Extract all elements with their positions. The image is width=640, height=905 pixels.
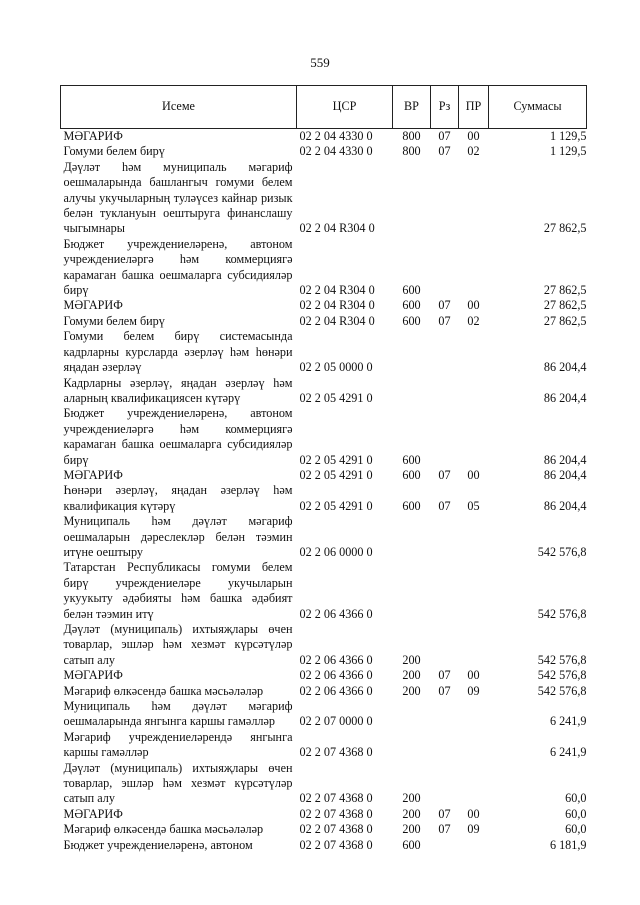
cell-sum: 86 204,4 bbox=[543, 452, 587, 467]
cell-pr bbox=[459, 514, 489, 560]
table-row bbox=[61, 730, 587, 761]
cell-csr: 02 2 07 4368 0 bbox=[299, 745, 373, 760]
cell-rz bbox=[431, 560, 459, 622]
cell-name: Муниципаль һәм дәүләт мәгариф оешмаларында янгынга каршы гамәлләр bbox=[63, 699, 293, 729]
cell-rz: 07 bbox=[438, 144, 451, 159]
cell-sum: 542 576,8 bbox=[537, 668, 587, 683]
cell-name: Мәгариф өлкәсендә башка мәсьәләләр bbox=[63, 822, 264, 837]
cell-name: Мәгариф учреждениеләрендә янгынга каршы гамәлләр bbox=[63, 729, 293, 760]
cell-sum: 27 862,5 bbox=[543, 221, 587, 236]
cell-rz bbox=[431, 622, 459, 668]
cell-sum: 60,0 bbox=[565, 791, 587, 806]
cell-name: МӘГАРИФ bbox=[63, 668, 123, 683]
cell-vr: 200 bbox=[402, 668, 421, 683]
cell-rz bbox=[431, 514, 459, 560]
table-row bbox=[61, 838, 587, 853]
cell-vr: 600 bbox=[402, 498, 421, 513]
cell-sum: 542 576,8 bbox=[537, 683, 587, 698]
cell-csr: 02 2 05 4291 0 bbox=[299, 498, 373, 513]
table-header bbox=[61, 86, 587, 129]
table-row bbox=[61, 514, 587, 560]
cell-vr bbox=[393, 329, 431, 375]
cell-name: Татарстан Республикасы гомуми белем бирү учреждениеләре укучыларын укуукыту әдәбияты һәм башка әдәбият белән тәэмин итү bbox=[63, 560, 293, 621]
cell-rz: 07 bbox=[438, 806, 451, 821]
cell-pr bbox=[459, 237, 489, 299]
cell-sum: 542 576,8 bbox=[537, 544, 587, 559]
table-row bbox=[61, 376, 587, 407]
cell-name: Һөнәри әзерләү, яңадан әзерләү һәм квалификация күтәрү bbox=[63, 483, 293, 513]
budget-table bbox=[60, 85, 587, 853]
cell-vr: 800 bbox=[402, 144, 421, 159]
cell-sum: 542 576,8 bbox=[537, 652, 587, 667]
cell-csr: 02 2 05 4291 0 bbox=[299, 467, 373, 482]
cell-rz: 07 bbox=[438, 313, 451, 328]
cell-csr: 02 2 04 R304 0 bbox=[299, 283, 375, 298]
cell-name: Гомуми белем бирү bbox=[63, 144, 165, 159]
cell-sum: 1 129,5 bbox=[549, 129, 587, 143]
cell-csr: 02 2 04 R304 0 bbox=[299, 298, 375, 313]
cell-name: Муниципаль һәм дәүләт мәгариф оешмаларын дәреслекләр белән тәэмин итүне оештыру bbox=[63, 514, 293, 559]
cell-csr: 02 2 07 4368 0 bbox=[299, 837, 373, 852]
cell-sum: 86 204,4 bbox=[543, 360, 587, 375]
cell-pr bbox=[459, 761, 489, 807]
cell-vr: 200 bbox=[402, 652, 421, 667]
cell-sum: 86 204,4 bbox=[543, 467, 587, 482]
table-row bbox=[61, 129, 587, 145]
cell-rz: 07 bbox=[438, 822, 451, 837]
table-row bbox=[61, 668, 587, 683]
cell-name: МӘГАРИФ bbox=[63, 129, 123, 143]
cell-vr bbox=[393, 160, 431, 237]
cell-pr bbox=[459, 160, 489, 237]
cell-rz bbox=[431, 160, 459, 237]
cell-rz bbox=[431, 761, 459, 807]
table-row bbox=[61, 761, 587, 807]
cell-pr bbox=[459, 329, 489, 375]
table-row bbox=[61, 468, 587, 483]
cell-vr bbox=[393, 560, 431, 622]
cell-rz bbox=[431, 699, 459, 730]
table-row bbox=[61, 560, 587, 622]
table-row bbox=[61, 329, 587, 375]
cell-vr bbox=[393, 730, 431, 761]
table-row bbox=[61, 483, 587, 514]
cell-pr bbox=[459, 838, 489, 853]
cell-vr: 200 bbox=[402, 822, 421, 837]
cell-rz: 07 bbox=[438, 683, 451, 698]
cell-csr: 02 2 04 R304 0 bbox=[299, 221, 375, 236]
cell-pr bbox=[459, 406, 489, 468]
cell-sum: 86 204,4 bbox=[543, 390, 587, 405]
cell-rz bbox=[431, 237, 459, 299]
cell-rz bbox=[431, 329, 459, 375]
cell-vr: 600 bbox=[402, 313, 421, 328]
cell-vr: 600 bbox=[402, 298, 421, 313]
table-row bbox=[61, 160, 587, 237]
table-row bbox=[61, 699, 587, 730]
cell-sum: 86 204,4 bbox=[543, 498, 587, 513]
cell-rz: 07 bbox=[438, 129, 451, 143]
header-rz: Рз bbox=[431, 86, 459, 129]
cell-sum: 1 129,5 bbox=[549, 144, 587, 159]
header-sum: Суммасы bbox=[489, 86, 587, 129]
cell-rz bbox=[431, 376, 459, 407]
cell-vr bbox=[393, 376, 431, 407]
cell-csr: 02 2 04 R304 0 bbox=[299, 313, 375, 328]
cell-csr: 02 2 06 4366 0 bbox=[299, 652, 373, 667]
table-row bbox=[61, 298, 587, 313]
header-name: Исеме bbox=[61, 86, 297, 129]
table-row bbox=[61, 314, 587, 329]
cell-csr: 02 2 04 4330 0 bbox=[299, 144, 373, 159]
cell-pr bbox=[459, 622, 489, 668]
cell-rz: 07 bbox=[438, 498, 451, 513]
cell-sum: 542 576,8 bbox=[537, 606, 587, 621]
cell-vr: 600 bbox=[402, 452, 421, 467]
cell-name: МӘГАРИФ bbox=[63, 298, 123, 313]
cell-rz: 07 bbox=[438, 668, 451, 683]
table-row bbox=[61, 144, 587, 159]
cell-csr: 02 2 07 4368 0 bbox=[299, 791, 373, 806]
cell-csr: 02 2 05 4291 0 bbox=[299, 390, 373, 405]
cell-csr: 02 2 07 4368 0 bbox=[299, 806, 373, 821]
cell-pr: 09 bbox=[467, 822, 480, 837]
cell-csr: 02 2 04 4330 0 bbox=[299, 129, 373, 143]
cell-sum: 27 862,5 bbox=[543, 298, 587, 313]
cell-pr: 00 bbox=[467, 467, 480, 482]
cell-vr: 600 bbox=[402, 283, 421, 298]
cell-pr bbox=[459, 699, 489, 730]
cell-vr: 200 bbox=[402, 806, 421, 821]
cell-rz bbox=[431, 730, 459, 761]
cell-name: Мәгариф өлкәсендә башка мәсьәләләр bbox=[63, 683, 264, 698]
cell-csr: 02 2 06 0000 0 bbox=[299, 544, 373, 559]
cell-name: Кадрларны әзерләү, яңадан әзерләү һәм аларның квалификациясен күтәрү bbox=[63, 375, 293, 405]
cell-pr bbox=[459, 560, 489, 622]
cell-sum: 27 862,5 bbox=[543, 313, 587, 328]
cell-name: Бюджет учреждениеләренә, автоном учреждениеләргә һәм коммерциягә карамаган башка оешмаларга субсидияләр бирү bbox=[63, 236, 293, 298]
page-number: 559 bbox=[310, 55, 330, 70]
header-csr: ЦСР bbox=[297, 86, 393, 129]
table-row bbox=[61, 406, 587, 468]
table-row bbox=[61, 237, 587, 299]
cell-vr bbox=[393, 514, 431, 560]
cell-sum: 60,0 bbox=[565, 822, 587, 837]
cell-pr: 00 bbox=[467, 806, 480, 821]
cell-name: Дәүләт (муниципаль) ихтыяҗлары өчен товарлар, эшләр һәм хезмәт күрсәтүләр сатып алу bbox=[63, 622, 293, 667]
cell-name: Бюджет учреждениеләренә, автоном учреждениеләргә һәм коммерциягә карамаган башка оешмаларга субсидияләр бирү bbox=[63, 406, 293, 467]
cell-csr: 02 2 06 4366 0 bbox=[299, 606, 373, 621]
cell-pr bbox=[459, 730, 489, 761]
cell-name: Гомуми белем бирү bbox=[63, 313, 165, 328]
cell-rz bbox=[431, 838, 459, 853]
cell-rz bbox=[431, 406, 459, 468]
cell-pr: 05 bbox=[467, 498, 480, 513]
cell-pr: 00 bbox=[467, 298, 480, 313]
cell-csr: 02 2 06 4366 0 bbox=[299, 668, 373, 683]
table-row bbox=[61, 684, 587, 699]
cell-vr: 200 bbox=[402, 791, 421, 806]
cell-csr: 02 2 06 4366 0 bbox=[299, 683, 373, 698]
cell-sum: 6 241,9 bbox=[549, 745, 587, 760]
table-row bbox=[61, 822, 587, 837]
cell-csr: 02 2 07 0000 0 bbox=[299, 714, 373, 729]
header-vr: ВР bbox=[393, 86, 431, 129]
cell-name: Гомуми белем бирү системасында кадрларны курсларда әзерләү һәм һөнәри яңадан әзерләү bbox=[63, 329, 293, 375]
cell-rz: 07 bbox=[438, 467, 451, 482]
cell-csr: 02 2 07 4368 0 bbox=[299, 822, 373, 837]
cell-name: МӘГАРИФ bbox=[63, 806, 123, 821]
cell-sum: 6 181,9 bbox=[549, 837, 587, 852]
cell-sum: 60,0 bbox=[565, 806, 587, 821]
cell-name: Дәүләт (муниципаль) ихтыяҗлары өчен товарлар, эшләр һәм хезмәт күрсәтүләр сатып алу bbox=[63, 760, 293, 806]
cell-sum: 27 862,5 bbox=[543, 283, 587, 298]
cell-rz: 07 bbox=[438, 298, 451, 313]
cell-name: Бюджет учреждениеләренә, автоном bbox=[63, 837, 253, 852]
cell-vr bbox=[393, 699, 431, 730]
cell-vr: 800 bbox=[402, 129, 421, 143]
cell-vr: 600 bbox=[402, 837, 421, 852]
table-body bbox=[61, 129, 587, 854]
cell-vr: 600 bbox=[402, 467, 421, 482]
table-row bbox=[61, 622, 587, 668]
cell-pr: 00 bbox=[467, 129, 480, 143]
cell-name: Дәүләт һәм муниципаль мәгариф оешмаларында башлангыч гомуми белем алучы укучыларның туләүсез кайнар ризык белән туклануын оештыруга финанслашу чыгымнары bbox=[63, 159, 293, 236]
cell-pr: 00 bbox=[467, 668, 480, 683]
cell-pr: 02 bbox=[467, 313, 480, 328]
cell-vr: 200 bbox=[402, 683, 421, 698]
header-pr: ПР bbox=[459, 86, 489, 129]
cell-csr: 02 2 05 0000 0 bbox=[299, 360, 373, 375]
cell-name: МӘГАРИФ bbox=[63, 467, 123, 482]
table-row bbox=[61, 807, 587, 822]
cell-pr: 02 bbox=[467, 144, 480, 159]
cell-pr bbox=[459, 376, 489, 407]
cell-pr: 09 bbox=[467, 683, 480, 698]
cell-csr: 02 2 05 4291 0 bbox=[299, 452, 373, 467]
cell-sum: 6 241,9 bbox=[549, 714, 587, 729]
